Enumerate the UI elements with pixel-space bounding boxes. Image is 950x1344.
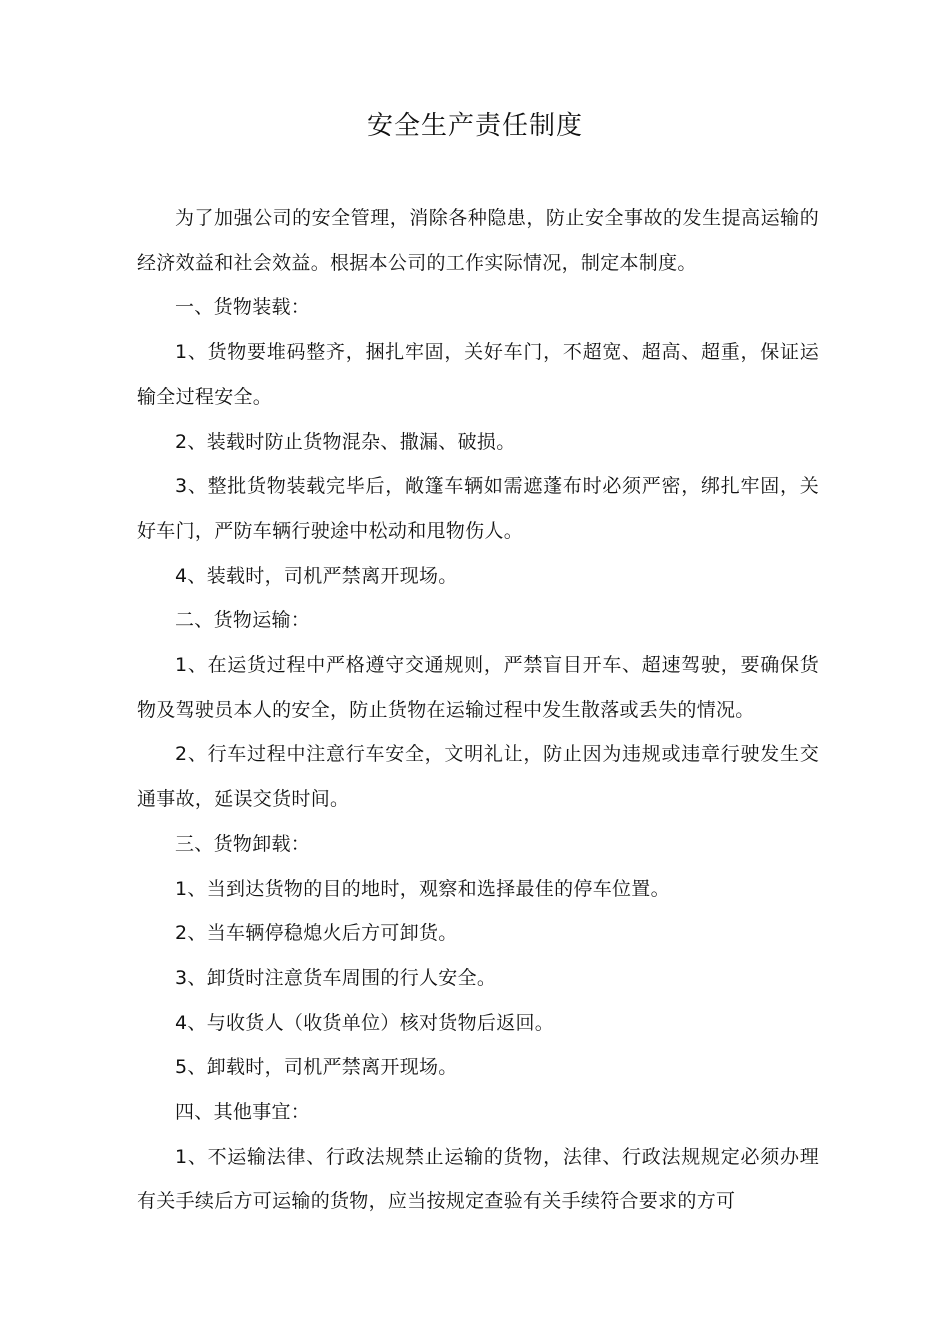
section-heading-unloading: 三、货物卸载： — [175, 832, 311, 855]
unloading-item-5: 5、卸载时，司机严禁离开现场。 — [175, 1056, 458, 1079]
loading-item-2: 2、装载时防止货物混杂、撒漏、破损。 — [175, 430, 516, 453]
section-heading-other: 四、其他事宜： — [175, 1101, 311, 1124]
document-body — [137, 196, 819, 1224]
transport-item-2: 2、行车过程中注意行车安全，文明礼让，防止因为违规或违章行驶发生交通事故，延误交货时间。 — [137, 743, 819, 811]
unloading-item-2: 2、当车辆停稳熄火后方可卸货。 — [175, 922, 458, 945]
unloading-item-1: 1、当到达货物的目的地时，观察和选择最佳的停车位置。 — [175, 877, 670, 900]
intro-paragraph: 为了加强公司的安全管理，消除各种隐患，防止安全事故的发生提高运输的经济效益和社会效益。根据本公司的工作实际情况，制定本制度。 — [137, 207, 819, 274]
unloading-item-3: 3、卸货时注意货车周围的行人安全。 — [175, 966, 497, 989]
unloading-item-4: 4、与收货人（收货单位）核对货物后返回。 — [175, 1011, 555, 1034]
loading-item-4: 4、装载时，司机严禁离开现场。 — [175, 564, 458, 587]
transport-item-1: 1、在运货过程中严格遵守交通规则，严禁盲目开车、超速驾驶，要确保货物及驾驶员本人的安全，防止货物在运输过程中发生散落或丢失的情况。 — [137, 654, 819, 721]
other-item-1: 1、不运输法律、行政法规禁止运输的货物，法律、行政法规规定必须办理有关手续后方可运输的货物，应当按规定查验有关手续符合要求的方可 — [137, 1145, 819, 1213]
section-heading-transport: 二、货物运输： — [175, 609, 311, 632]
section-heading-loading: 一、货物装载： — [175, 296, 311, 319]
loading-item-3: 3、整批货物装载完毕后，敞篷车辆如需遮蓬布时必须严密，绑扎牢固，关好车门，严防车辆行驶途中松动和甩物伤人。 — [137, 475, 819, 542]
loading-item-1: 1、货物要堆码整齐，捆扎牢固，关好车门，不超宽、超高、超重，保证运输全过程安全。 — [137, 341, 819, 408]
document-title: 安全生产责任制度 — [366, 111, 583, 141]
